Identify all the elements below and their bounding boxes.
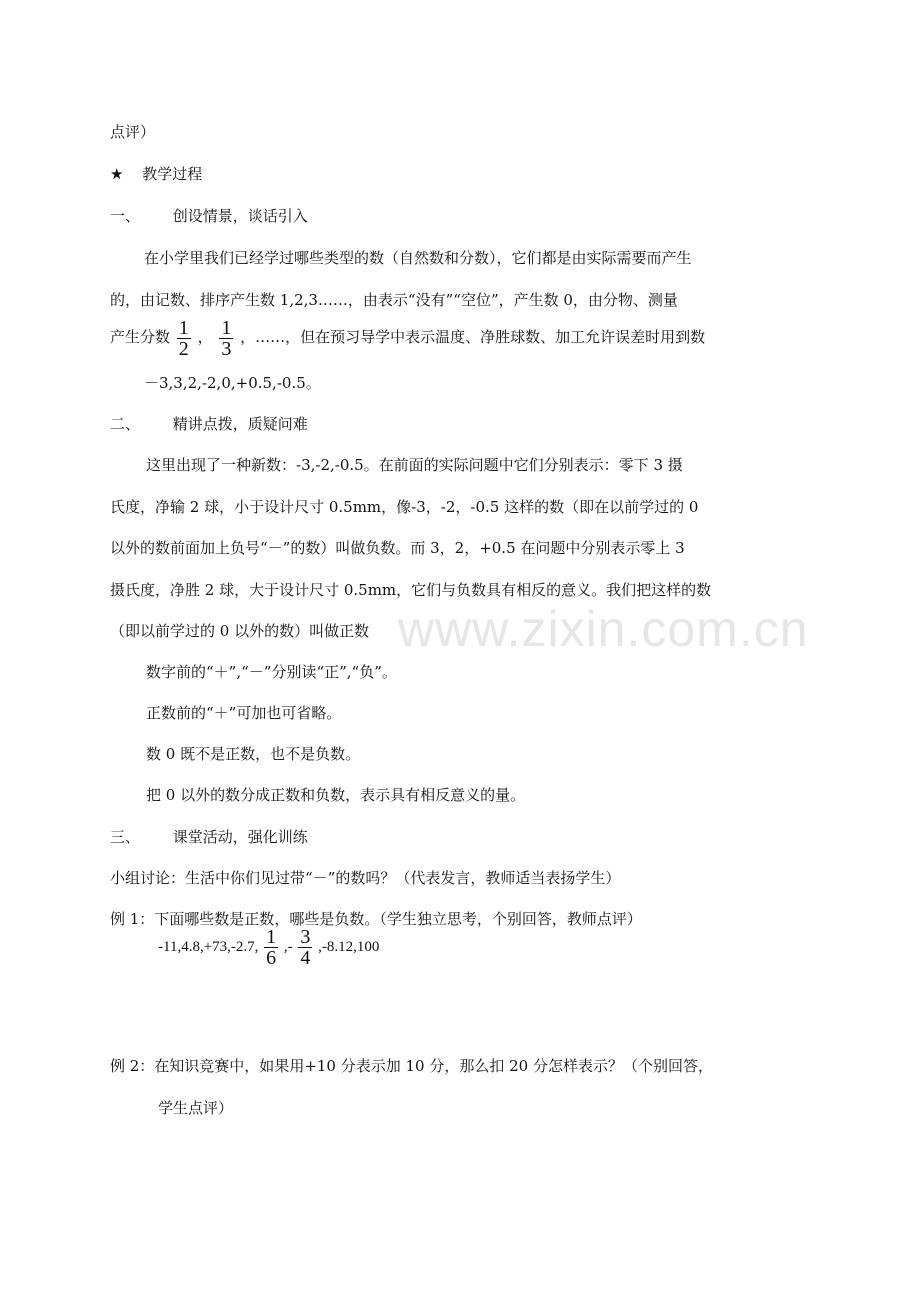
paragraph-line: 的，由记数、排序产生数 1,2,3……，由表示“没有”“空位”，产生数 0，由分物、测量 — [110, 291, 678, 309]
paragraph-line: 把 0 以外的数分成正数和负数，表示具有相反意义的量。 — [146, 786, 526, 804]
paragraph-line: 摄氏度，净胜 2 球，大于设计尺寸 0.5mm，它们与负数具有相反的意义。我们把这样的数 — [110, 581, 712, 599]
fraction-denominator: 3 — [221, 337, 232, 360]
text-segment: ，……，但在预习导学中表示温度、净胜球数、加工允许误差时用到数 — [240, 328, 706, 346]
fraction-numerator: 3 — [300, 926, 311, 949]
paragraph-line: 例 1：下面哪些数是正数，哪些是负数。（学生独立思考，个别回答，教师点评） — [110, 910, 642, 928]
heading-text: 创设情景，谈话引入 — [172, 207, 308, 225]
heading-text: 教学过程 — [142, 165, 203, 183]
fraction-one-sixth — [264, 927, 278, 968]
paragraph-line: 以外的数前面加上负号“－”的数）叫做负数。而 3，2，+0.5 在问题中分别表示零上 3 — [110, 539, 685, 557]
paragraph-line: 小组讨论：生活中你们见过带“－”的数吗？（代表发言，教师适当表扬学生） — [110, 869, 621, 887]
paragraph-line: 氏度，净输 2 球，小于设计尺寸 0.5mm，像-3，-2，-0.5 这样的数（即在以前学过的 0 — [110, 498, 699, 516]
paragraph-line: （即以前学过的 0 以外的数）叫做正数 — [110, 622, 370, 640]
section-heading — [110, 164, 202, 184]
fraction-denominator: 4 — [300, 947, 311, 970]
heading-text: 精讲点拨，质疑问难 — [172, 415, 308, 433]
text-segment: ,-8.12,100 — [318, 939, 380, 955]
paragraph-line: 在小学里我们已经学过哪些类型的数（自然数和分数），它们都是由实际需要而产生 — [144, 249, 692, 267]
fraction-three-quarters — [298, 927, 312, 968]
text-segment: 产生分数 — [110, 328, 171, 346]
text-segment: ， — [197, 328, 213, 346]
heading-number: 一、 — [110, 207, 141, 225]
star-icon: ★ — [110, 165, 124, 183]
fraction-numerator: 1 — [266, 926, 277, 949]
section-heading — [110, 206, 308, 226]
fraction-one-third — [219, 318, 233, 359]
paragraph-line: 正数前的“＋”可加也可省略。 — [146, 704, 342, 722]
paragraph-line: 数 0 既不是正数，也不是负数。 — [146, 745, 361, 763]
paragraph-line: 这里出现了一种新数：-3,-2,-0.5。在前面的实际问题中它们分别表示：零下 3 摄 — [146, 456, 683, 474]
fraction-denominator: 2 — [178, 337, 189, 360]
fraction-denominator: 6 — [266, 947, 277, 970]
heading-number: 三、 — [110, 828, 141, 846]
heading-number: 二、 — [110, 415, 141, 433]
paragraph-line: 例 2：在知识竞赛中，如果用+10 分表示加 10 分，那么扣 20 分怎样表示？（个别回答， — [110, 1057, 713, 1075]
text-segment: ,- — [283, 939, 293, 955]
section-heading — [110, 414, 308, 434]
heading-text: 课堂活动，强化训练 — [172, 828, 308, 846]
fraction-one-half — [177, 318, 191, 359]
number-list — [158, 926, 379, 968]
paragraph-line: －3,3,2,-2,0,+0.5,-0.5。 — [144, 374, 321, 392]
text-line: 点评） — [110, 123, 156, 141]
paragraph-line: 数字前的“＋”,“－”分别读“正”,“负”。 — [146, 663, 397, 681]
paragraph-line: 学生点评） — [158, 1099, 234, 1117]
watermark: www.zixin.com.cn — [398, 601, 809, 657]
paragraph-line-fractions — [110, 316, 705, 359]
fraction-numerator: 1 — [178, 316, 189, 339]
section-heading — [110, 827, 308, 847]
text-segment: -11,4.8,+73,-2.7, — [158, 939, 259, 955]
fraction-numerator: 1 — [221, 316, 232, 339]
